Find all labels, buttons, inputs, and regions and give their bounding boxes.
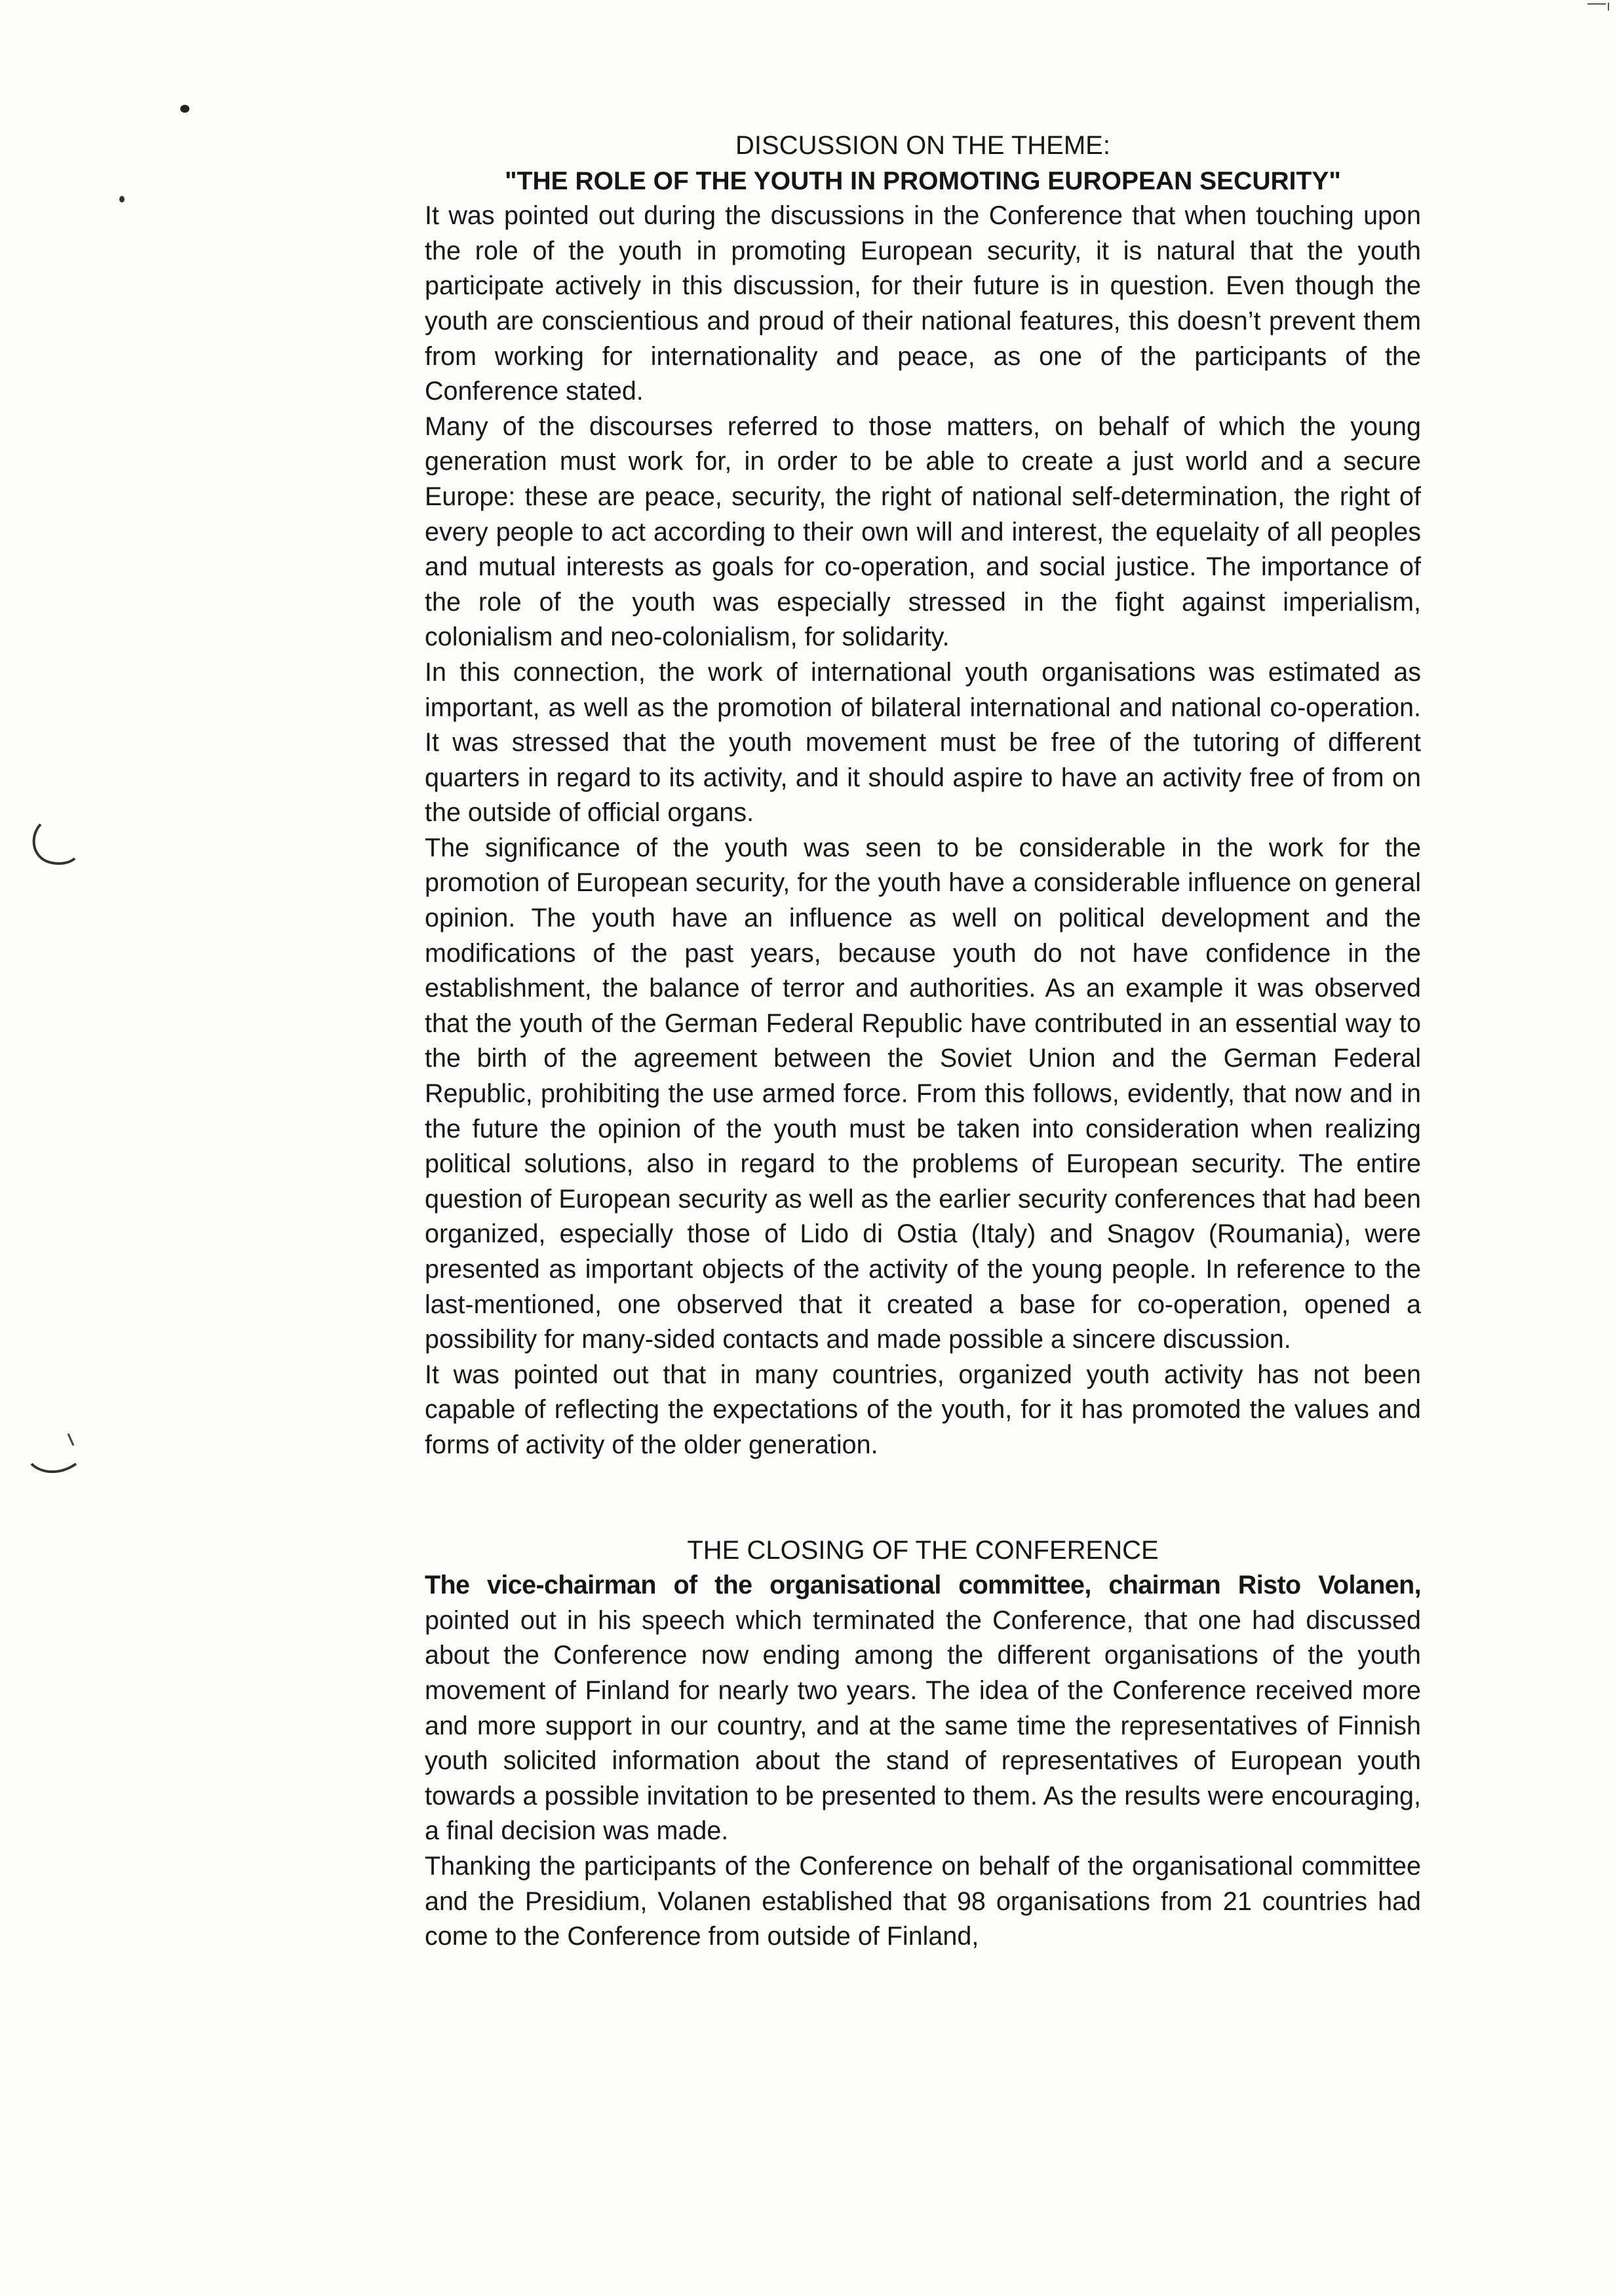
section-heading: THE CLOSING OF THE CONFERENCE [687,1535,1159,1565]
paragraph: It was pointed out that in many countries, organized youth activity has not been capable of reflecting the expectations of the youth, for it has promoted the values and forms of activity of the older generation. [425,1360,1421,1459]
punch-hole-mark [26,820,85,873]
section-heading: DISCUSSION ON THE THEME: [735,131,1110,160]
paragraph [425,1568,1421,1849]
section-title: "THE ROLE OF THE YOUTH IN PROMOTING EUROPEAN SECURITY" [505,166,1341,195]
ink-dot-mark [114,190,134,210]
section-spacer [425,1463,1421,1533]
paragraph: It was pointed out during the discussions in the Conference that when touching upon the role of the youth in promoting European security, it is natural that the youth participate actively in this discussion, for their future is in question. Even though the youth are conscientious and proud of their national features, this doesn’t prevent them from working for internationality and peace, as one of the participants of the Conference stated. [425,201,1421,406]
corner-mark [1586,0,1615,13]
speaker-intro: The vice-chairman of the organisational committee, chairman Risto Volanen, [425,1571,1421,1600]
paragraph: Many of the discourses referred to those matters, on behalf of which the young generation must work for, in order to be able to create a just world and a secure Europe: these are peace, security, the right of national self-determination, the right of every people to act according to their own will and interest, the equelaity of all peoples and mutual interests as goals for co-operation, and social justice. The importance of the role of the youth was especially stressed in the fight against imperialism, colonialism and neo-colonialism, for solidarity. [425,411,1421,652]
paragraph: Thanking the participants of the Conference on behalf of the organisational committee and the Presidium, Volanen established that 98 organisations from 21 countries had come to the Conference from outside of Finland, [425,1851,1421,1951]
ink-dot-mark [173,97,199,123]
text-column [425,128,1421,1955]
paragraph: The significance of the youth was seen to be considerable in the work for the promotion of European security, for the youth have a considerable influence on general opinion. The youth have an influence as well on political development and the modifications of the past years, because youth do not have confidence in the establishment, the balance of terror and authorities. As an example it was observed that the youth of the German Federal Republic have contributed in an essential way to the birth of the agreement between the Soviet Union and the German Federal Republic, prohibiting the use armed force. From this follows, evidently, that now and in the future the opinion of the youth must be taken into consideration when realizing political solutions, also in regard to the problems of European security. The entire question of European security as well as the earlier security conferences that had been organized, especially those of Lido di Ostia (Italy) and Snagov (Roumania), were presented as important objects of the activity of the young people. In reference to the last-mentioned, one observed that it created a base for co-operation, opened a possibility for many-sided contacts and made possible a sincere discussion. [425,833,1421,1354]
paragraph: In this connection, the work of international youth organisations was estimated as important, as well as the promotion of bilateral international and national co-operation. It was stressed that the youth movement must be free of the tutoring of different quarters in regard to its activity, and it should aspire to have an activity free of from on the outside of official organs. [425,657,1421,828]
punch-hole-mark [26,1427,85,1486]
paragraph-text: pointed out in his speech which terminated the Conference, that one had discussed about the Conference now ending among the different organisations of the youth movement of Finland for nearly two years. The idea of the Conference received more and more support in our country, and at the same time the representatives of Finnish youth solicited information about the stand of representatives of European youth towards a possible invitation to be presented to them. As the results were encouraging, a final decision was made. [425,1605,1421,1846]
